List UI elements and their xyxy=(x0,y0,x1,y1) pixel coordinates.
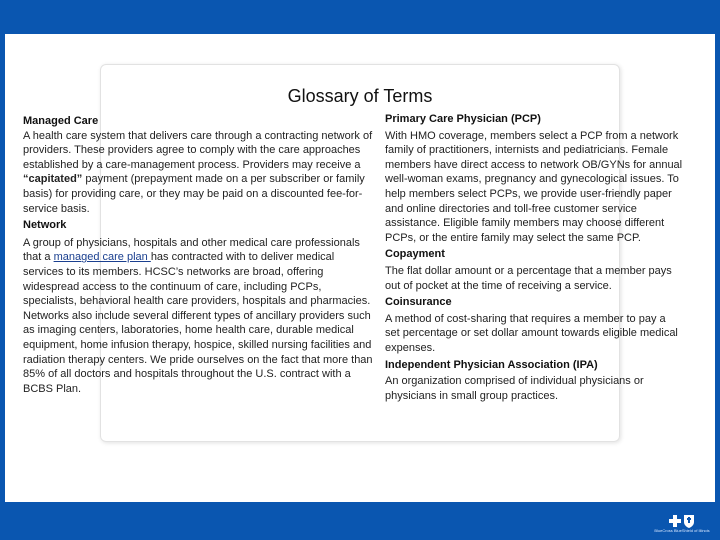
definition-copayment: The flat dollar amount or a percentage that a member pays out of pocket at the time of receiving a service. xyxy=(385,264,672,292)
definition-ipa: An organization comprised of individual physicians or physicians in small group practices. xyxy=(385,375,644,402)
definition-managed-care: A health care system that delivers care through a contracting network of providers. These providers agree to comply with the care approaches established by a care-management process. Providers may receive a “capitated” payment (prepayment made on a per subscriber or family basis) for providing care, or they may be paid on a discounted fee-for-service basis. xyxy=(23,129,373,215)
left-column xyxy=(23,113,375,398)
bcbs-cross-shield-icon xyxy=(669,514,695,528)
page-title: Glossary of Terms xyxy=(287,86,433,107)
term-ipa: Independent Physician Association (IPA) xyxy=(385,358,598,371)
term-copayment: Copayment xyxy=(385,248,445,261)
managed-care-plan-link[interactable]: managed care plan xyxy=(53,251,151,264)
definition-network: A group of physicians, hospitals and other medical care professionals that a managed care plan has contracted with to deliver medical services to its members. HCSC’s networks are broad, offering widespread access to the continuum of care, including PCPs, specialists, behavioral health care providers, hospitals and pharmacies. Networks also include several different types of ancillary providers such as imaging centers, laboratories, home health care, durable medical equipment, home infusion therapy, hospice, skilled nursing facilities and radiation therapy centers. We pride ourselves on the fact that more than 85% of all doctors and hospitals throughout the U.S. contract with a BCBS Plan. xyxy=(23,236,373,395)
bottom-band xyxy=(0,506,720,540)
term-coinsurance: Coinsurance xyxy=(385,296,452,309)
definition-pcp: With HMO coverage, members select a PCP from a network family of practitioners, internists and pediatricians. Female members have direct access to network OB/GYNs for annual well-woman exams, pregnancy and gynecological issues. To help members select PCPs, we provide user-friendly paper and online directories and toll-free customer service assistance. Eligible family members may choose different PCPs, or the entire family may select the same PCP. xyxy=(385,129,683,244)
right-column xyxy=(385,112,683,405)
top-band xyxy=(0,0,720,20)
term-network: Network xyxy=(23,219,67,232)
definition-coinsurance: A method of cost-sharing that requires a member to pay a set percentage or set dollar amount towards eligible medical expenses. xyxy=(385,312,678,354)
logo-text: BlueCross BlueShield of Illinois xyxy=(654,527,710,533)
term-pcp: Primary Care Physician (PCP) xyxy=(385,113,541,125)
bcbs-logo xyxy=(652,508,712,538)
term-managed-care: Managed Care xyxy=(23,115,99,127)
